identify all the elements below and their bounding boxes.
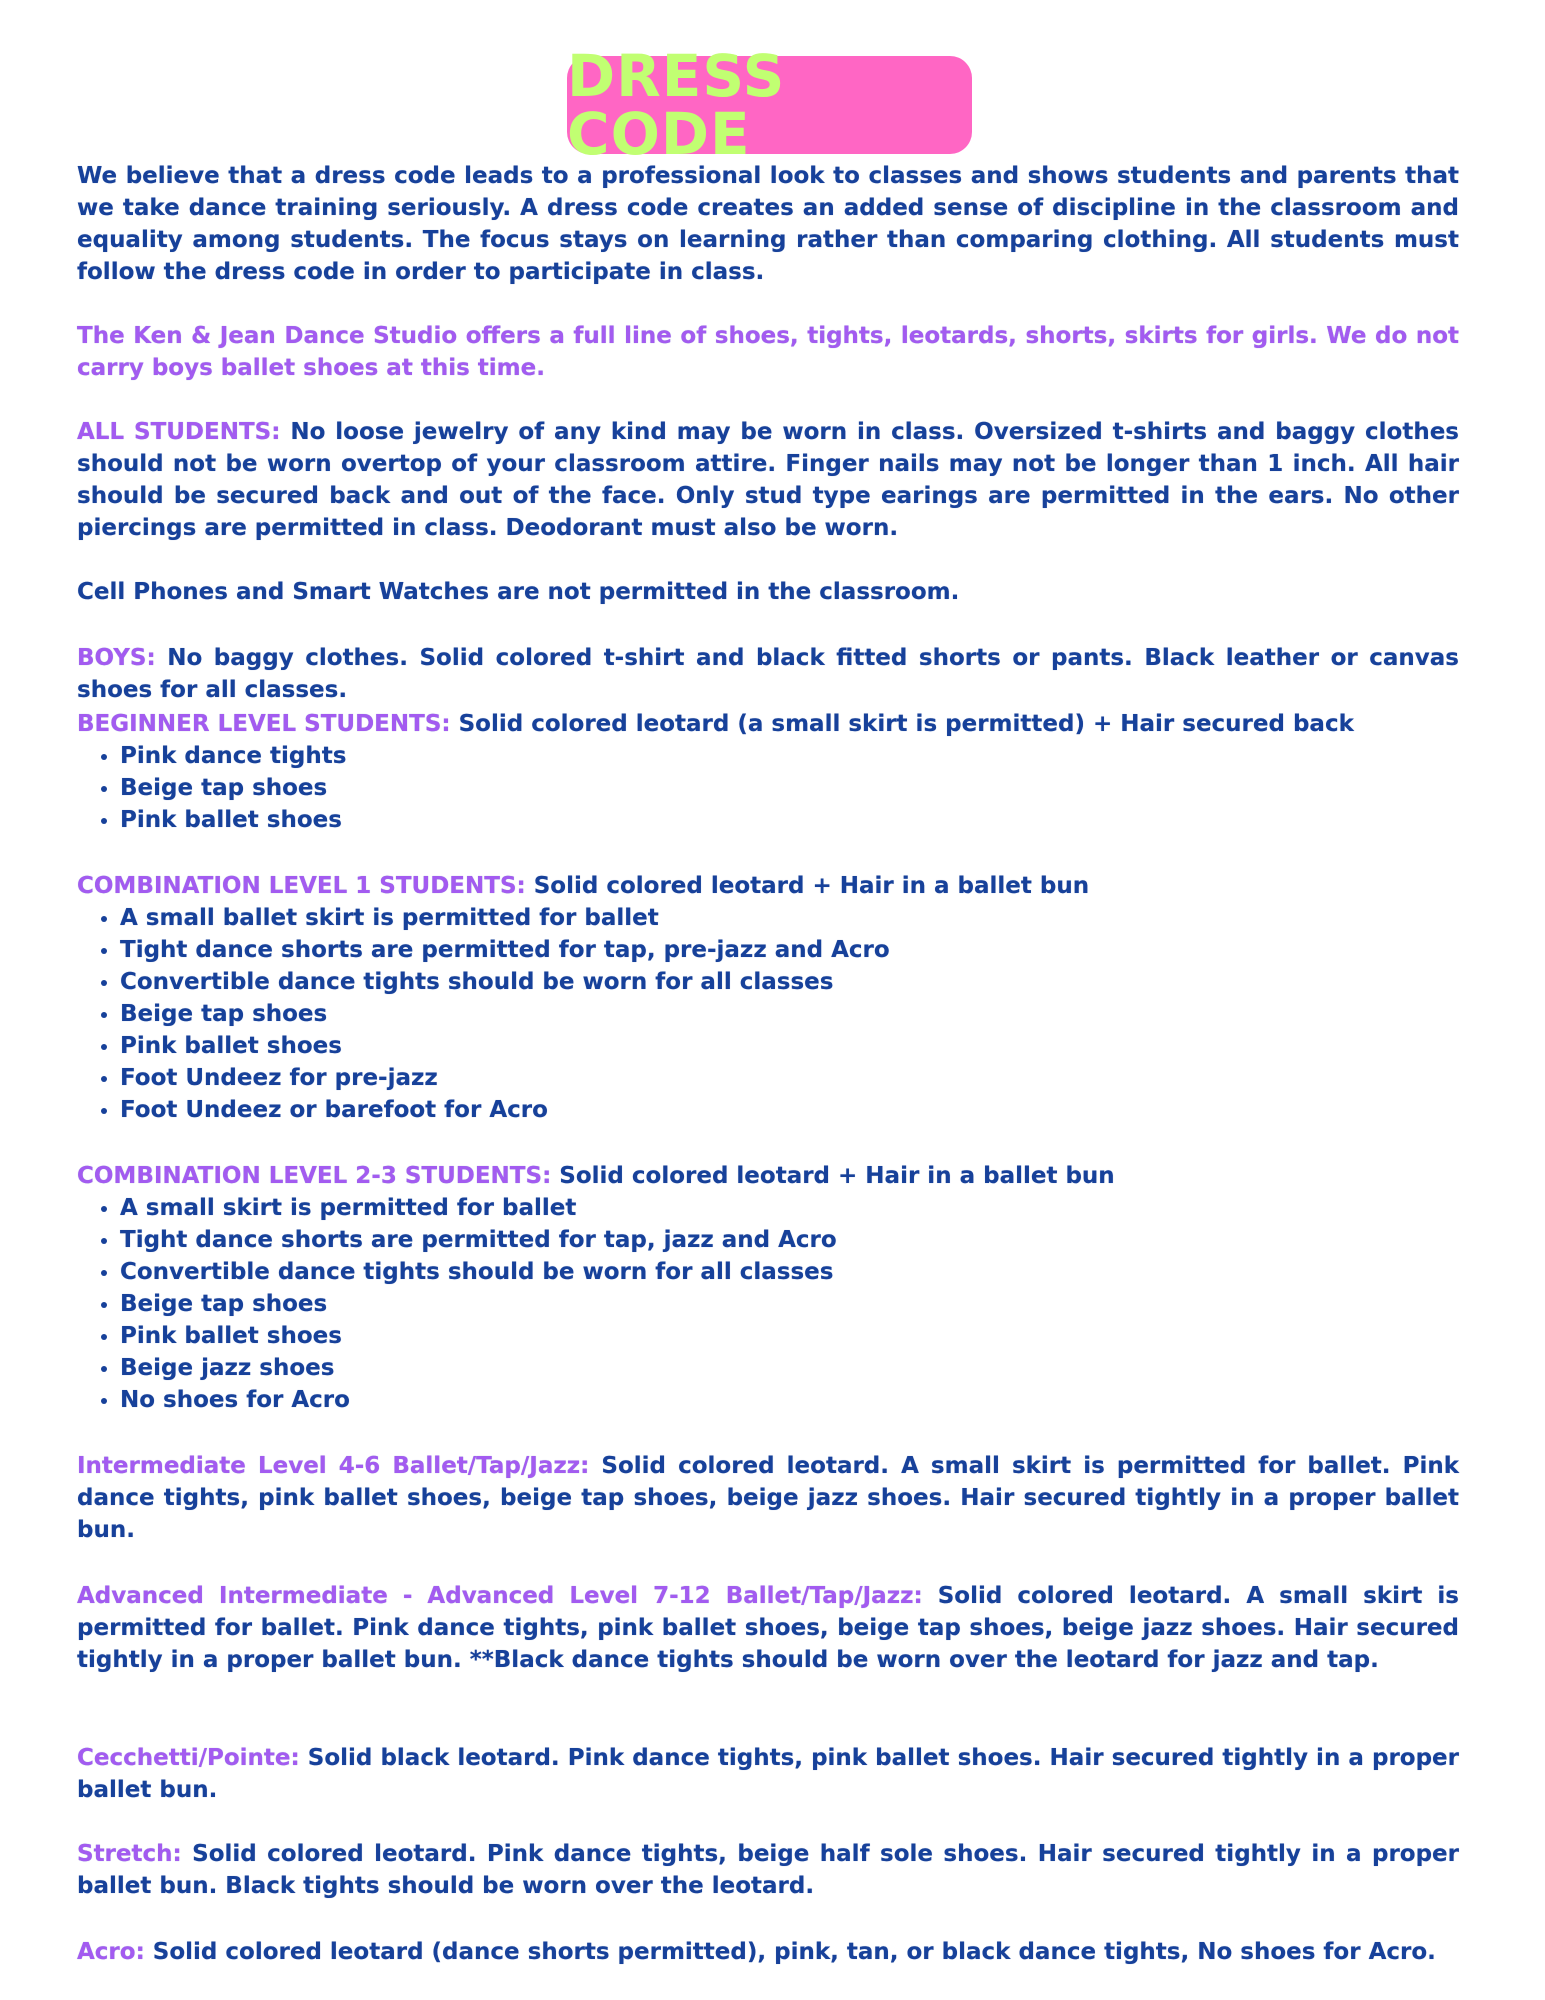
- intermediate-label: Intermediate Level 4-6 Ballet/Tap/Jazz:: [77, 1453, 590, 1479]
- list-item: • Pink dance tights: [120, 740, 1459, 772]
- intermediate-section: [77, 1450, 1459, 1546]
- acro-text: Solid colored leotard (dance shorts permitted), pink, tan, or black dance tights, No shoes for Acro.: [144, 1939, 1436, 1965]
- list-item: • Convertible dance tights should be worn for all classes: [120, 966, 1459, 998]
- advanced-text: Solid colored leotard. A small skirt is permitted for ballet. Pink dance tights, pink ballet shoes, beige tap shoes, beige jazz shoes. Hair secured tightly in a proper ballet bun. **Black dance tights should be worn over the leotard for jazz and tap.: [77, 1583, 1459, 1673]
- beginner-text: Solid colored leotard (a small skirt is permitted) + Hair secured back: [450, 711, 1354, 737]
- list-item: • Foot Undeez or barefoot for Acro: [120, 1094, 1459, 1126]
- page-title: DRESS CODE: [567, 42, 786, 168]
- advanced-section: [77, 1580, 1459, 1676]
- combo23-section: [77, 1160, 1459, 1416]
- beginner-section: [77, 708, 1459, 836]
- boys-section: [77, 642, 1459, 706]
- stretch-section: [77, 1838, 1459, 1902]
- acro-label: Acro:: [77, 1939, 145, 1965]
- beginner-heading: [77, 708, 1459, 740]
- list-item: • Beige tap shoes: [120, 1288, 1459, 1320]
- cecchetti-label: Cecchetti/Pointe:: [77, 1745, 300, 1771]
- combo1-text: Solid colored leotard + Hair in a ballet bun: [525, 873, 1090, 899]
- stretch-text: Solid colored leotard. Pink dance tights, beige half sole shoes. Hair secured tightly in a proper ballet bun. Black tights should be worn over the leotard.: [77, 1841, 1459, 1899]
- title-banner: [567, 42, 972, 168]
- beginner-list: [77, 740, 1459, 836]
- all-students-section: [77, 416, 1459, 544]
- list-item: • Beige jazz shoes: [120, 1352, 1459, 1384]
- list-item: • Pink ballet shoes: [120, 1320, 1459, 1352]
- list-item: • Beige tap shoes: [120, 772, 1459, 804]
- acro-section: [77, 1936, 1459, 1968]
- list-item: • Convertible dance tights should be worn for all classes: [120, 1256, 1459, 1288]
- combo1-section: [77, 870, 1459, 1126]
- list-item: • Beige tap shoes: [120, 998, 1459, 1030]
- list-item: • Pink ballet shoes: [120, 804, 1459, 836]
- list-item: • No shoes for Acro: [120, 1384, 1459, 1416]
- list-item: • Tight dance shorts are permitted for tap, pre-jazz and Acro: [120, 934, 1459, 966]
- stretch-label: Stretch:: [77, 1841, 182, 1867]
- intermediate-text: Solid colored leotard. A small skirt is permitted for ballet. Pink dance tights, pink ballet shoes, beige tap shoes, beige jazz shoes. Hair secured tightly in a proper ballet bun.: [77, 1453, 1459, 1543]
- intro-paragraph: We believe that a dress code leads to a professional look to classes and shows students and parents that we take dance training seriously. A dress code creates an added sense of discipline in the classroom and equality among students. The focus stays on learning rather than comparing clothing. All students must follow the dress code in order to participate in class.: [77, 163, 1459, 285]
- list-item: • Tight dance shorts are permitted for tap, jazz and Acro: [120, 1224, 1459, 1256]
- cecchetti-text: Solid black leotard. Pink dance tights, pink ballet shoes. Hair secured tightly in a proper ballet bun.: [77, 1745, 1459, 1803]
- boys-text: No baggy clothes. Solid colored t-shirt and black fitted shorts or pants. Black leather or canvas shoes for all classes.: [77, 645, 1459, 703]
- phones-note: Cell Phones and Smart Watches are not permitted in the classroom.: [77, 579, 960, 605]
- list-item: • Foot Undeez for pre-jazz: [120, 1062, 1459, 1094]
- boys-label: BOYS:: [77, 645, 156, 671]
- advanced-label: Advanced Intermediate - Advanced Level 7-12 Ballet/Tap/Jazz:: [77, 1583, 923, 1609]
- list-item: • A small skirt is permitted for ballet: [120, 1192, 1459, 1224]
- list-item: • Pink ballet shoes: [120, 1030, 1459, 1062]
- combo23-label: COMBINATION LEVEL 2-3 STUDENTS:: [77, 1163, 552, 1189]
- cecchetti-section: [77, 1742, 1459, 1806]
- combo1-label: COMBINATION LEVEL 1 STUDENTS:: [77, 873, 526, 899]
- all-students-label: ALL STUDENTS:: [77, 419, 281, 445]
- combo1-list: [77, 902, 1459, 1126]
- combo23-list: [77, 1192, 1459, 1416]
- combo23-heading: [77, 1160, 1459, 1192]
- combo1-heading: [77, 870, 1459, 902]
- beginner-label: BEGINNER LEVEL STUDENTS:: [77, 711, 451, 737]
- all-students-text: No loose jewelry of any kind may be worn in class. Oversized t-shirts and baggy clothes should not be worn overtop of your classroom attire. Finger nails may not be longer than 1 inch. All hair should be secured back and out of the face. Only stud type earings are permitted in the ears. No other piercings are permitted in class. Deodorant must also be worn.: [77, 419, 1459, 541]
- list-item: • A small ballet skirt is permitted for ballet: [120, 902, 1459, 934]
- store-note: The Ken & Jean Dance Studio offers a full line of shoes, tights, leotards, shorts, skirts for girls. We do not carry boys ballet shoes at this time.: [77, 323, 1459, 381]
- combo23-text: Solid colored leotard + Hair in a ballet bun: [551, 1163, 1115, 1189]
